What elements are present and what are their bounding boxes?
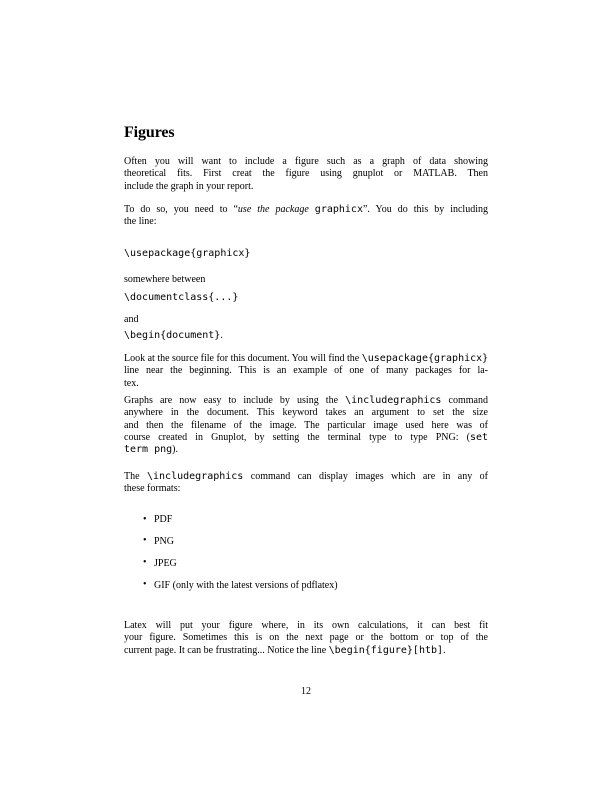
bullet-icon: • — [143, 535, 147, 547]
text-line — [124, 216, 488, 228]
text-segment: include the graph in your report. — [124, 180, 254, 192]
list-item-text: JPEG — [154, 557, 177, 569]
text-line — [124, 365, 488, 377]
text-segment: tex. — [124, 377, 139, 389]
text-segment: line near the beginning. This is an example of one of many packages for la- — [124, 365, 488, 377]
inline-code: \usepackage{graphicx} — [124, 248, 251, 259]
text-line — [124, 168, 488, 180]
text-segment: theoretical fits. First creat the figure using gnuplot or MATLAB. Then — [124, 168, 488, 180]
paragraph — [124, 204, 488, 229]
text-line — [124, 378, 488, 390]
list-item — [124, 558, 488, 570]
text-line — [124, 274, 488, 286]
text-segment: Look at the source file for this document. You will find the — [124, 353, 362, 364]
paragraph — [124, 471, 488, 496]
text-segment: anywhere in the document. This keyword takes an argument to set the size — [124, 407, 488, 419]
text-segment: and — [124, 314, 139, 325]
inline-code: \documentclass{...} — [124, 292, 239, 303]
inline-code: set — [469, 431, 488, 443]
text-segment: The — [124, 471, 147, 482]
paragraph — [124, 620, 488, 657]
code-block — [124, 248, 488, 260]
paragraph — [124, 353, 488, 390]
text-segment: these formats: — [124, 483, 181, 495]
text-segment: command — [441, 395, 488, 406]
inline-code: \includegraphics — [345, 395, 442, 406]
bullet-icon: • — [143, 557, 147, 569]
list-item-text: PNG — [154, 535, 175, 547]
text-line — [124, 181, 488, 193]
section-heading: Figures — [124, 124, 175, 141]
inline-code: \includegraphics — [147, 471, 244, 482]
paragraph — [124, 395, 488, 456]
page-number: 12 — [301, 686, 311, 697]
text-line — [124, 407, 488, 419]
inline-code: \begin{document} — [124, 330, 221, 341]
text-segment: Latex will put your figure where, in its own calculations, it can best fit — [124, 620, 488, 631]
paragraph — [124, 274, 488, 286]
paragraph — [124, 314, 488, 326]
text-segment: . — [220, 330, 223, 341]
list-item-text: PDF — [154, 514, 173, 525]
text-line — [124, 483, 488, 495]
bullet-list — [124, 514, 488, 602]
text-line — [124, 645, 488, 657]
paragraph — [124, 156, 488, 193]
code-block — [124, 330, 488, 342]
list-item — [124, 580, 488, 592]
text-line — [124, 330, 488, 342]
text-line — [124, 248, 488, 260]
text-line — [124, 395, 488, 407]
text-segment: ”. You do this by including — [362, 204, 488, 215]
text-line — [124, 432, 488, 444]
italic-text: use the package — [237, 204, 315, 215]
text-segment: Graphs are now easy to include by using the — [124, 395, 346, 406]
list-item-text: GIF (only with the latest versions of pdflatex) — [154, 579, 338, 591]
text-line — [124, 156, 488, 168]
text-segment: current page. It can be frustrating... Notice the line — [124, 644, 329, 656]
inline-code: graphicx — [314, 204, 363, 215]
text-segment: your figure. Sometimes this is on the next page or the bottom or top of the — [124, 632, 488, 644]
bullet-icon: • — [143, 579, 147, 591]
text-segment: command can display images which are in any of — [243, 471, 489, 482]
text-segment: the line: — [124, 216, 157, 228]
bullet-icon: • — [143, 513, 147, 525]
text-line — [124, 632, 488, 644]
list-item — [124, 536, 488, 548]
text-line — [124, 444, 488, 456]
inline-code: term png — [124, 444, 173, 456]
text-segment: . — [443, 644, 446, 656]
text-segment: and then the filename of the image. The particular image used here was of — [124, 419, 488, 431]
text-segment: somewhere between — [124, 274, 206, 285]
text-line — [124, 204, 488, 216]
text-line — [124, 314, 488, 326]
text-segment: Often you will want to include a figure such as a graph of data showing — [124, 156, 488, 167]
text-line — [124, 620, 488, 632]
inline-code: \begin{figure}[htb] — [328, 644, 444, 656]
text-line — [124, 353, 488, 365]
text-segment: course created in Gnuplot, by setting the terminal type to type PNG: ( — [124, 431, 470, 443]
text-segment: ). — [172, 444, 179, 456]
text-line — [124, 420, 488, 432]
code-block — [124, 292, 488, 304]
text-line — [124, 292, 488, 304]
inline-code: \usepackage{graphicx} — [361, 353, 489, 364]
text-line — [124, 471, 488, 483]
list-item — [124, 514, 488, 526]
text-segment: To do so, you need to “ — [124, 204, 238, 215]
